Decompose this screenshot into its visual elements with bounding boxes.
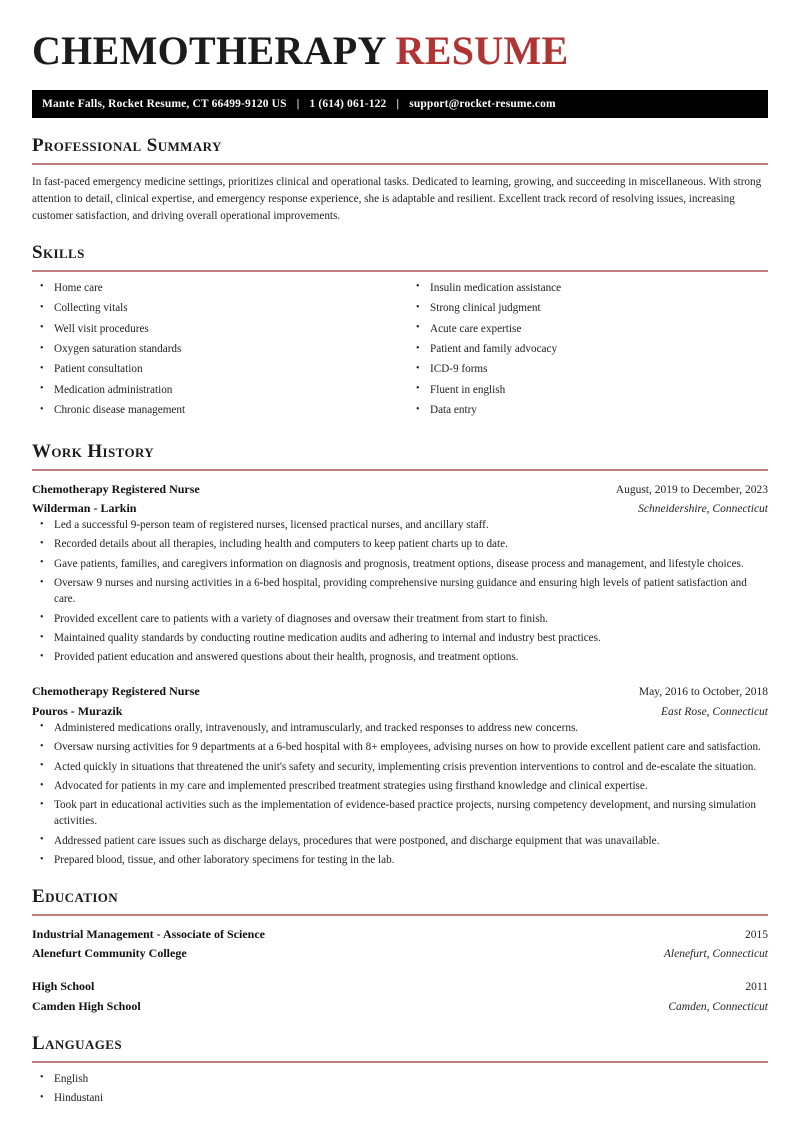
list-item: • Data entry [408, 403, 768, 419]
list-item: • Took part in educational activities such as the implementation of evidence-based practice projects, nursing competency development, and nursing simulation activities. [32, 798, 768, 830]
section-rule-summary [32, 163, 768, 165]
section-rule-education [32, 914, 768, 916]
list-item: • Insulin medication assistance [408, 281, 768, 297]
list-item: • Provided excellent care to patients with a variety of diagnoses and oversaw their treatment from start to finish. [32, 612, 768, 628]
list-item: • Well visit procedures [32, 322, 400, 338]
list-item: • Collecting vitals [32, 301, 400, 317]
list-item: • Oversaw 9 nurses and nursing activities in a 6-bed hospital, providing comprehensive nursing guidance and ensuring high levels of patient satisfaction and care. [32, 576, 768, 608]
education-school: Camden High School [32, 998, 141, 1013]
education-location: Camden, Connecticut [668, 1000, 768, 1013]
list-item: • Patient and family advocacy [408, 342, 768, 358]
list-item: • Acute care expertise [408, 322, 768, 338]
list-item: • Medication administration [32, 383, 400, 399]
languages-list [32, 1072, 768, 1107]
resume-title [32, 30, 768, 72]
job-responsibilities-list [32, 721, 768, 869]
job-title: Chemotherapy Registered Nurse [32, 481, 200, 496]
job-title: Chemotherapy Registered Nurse [32, 684, 200, 699]
contact-address: Mante Falls, Rocket Resume, CT 66499-9120 US [42, 98, 287, 110]
section-languages [32, 1034, 768, 1107]
list-item: • Strong clinical judgment [408, 301, 768, 317]
job-location: East Rose, Connecticut [661, 705, 768, 718]
section-education [32, 887, 768, 1016]
job-company: Wilderman - Larkin [32, 500, 137, 515]
education-entry [32, 925, 768, 964]
list-item: • Recorded details about all therapies, including health and computers to keep patient charts up to date. [32, 537, 768, 553]
job-location: Schneidershire, Connecticut [638, 502, 768, 515]
section-rule-work-history [32, 469, 768, 471]
section-professional-summary [32, 136, 768, 225]
education-degree-row [32, 977, 768, 996]
skills-list-right [408, 281, 768, 419]
resume-title-accent: RESUME [395, 28, 569, 73]
section-heading-work-history: Work History [32, 440, 155, 462]
education-entry [32, 977, 768, 1016]
section-rule-languages [32, 1061, 768, 1063]
list-item: • Acted quickly in situations that threatened the unit's safety and security, implementing crisis prevention interventions to control and de-escalate the situation. [32, 760, 768, 776]
job-company: Pouros - Murazik [32, 703, 123, 718]
contact-bar [32, 90, 768, 118]
list-item: • ICD-9 forms [408, 362, 768, 378]
contact-separator-2: | [396, 98, 400, 110]
education-degree: Industrial Management - Associate of Science [32, 926, 265, 941]
education-school-row [32, 997, 768, 1016]
skills-list-left [32, 281, 400, 419]
section-skills [32, 243, 768, 424]
list-item: • Maintained quality standards by conducting routine medication audits and adhering to internal and industry best practices. [32, 631, 768, 647]
education-location: Alenefurt, Connecticut [663, 948, 768, 961]
job-responsibilities-list [32, 518, 768, 666]
job-dates: May, 2016 to October, 2018 [638, 686, 768, 699]
list-item: • Prepared blood, tissue, and other laboratory specimens for testing in the lab. [32, 853, 768, 869]
list-item: • Led a successful 9-person team of registered nurses, licensed practical nurses, and ancillary staff. [32, 518, 768, 534]
list-item: • Chronic disease management [32, 403, 400, 419]
education-school-row [32, 944, 768, 963]
section-heading-education: Education [32, 886, 119, 908]
education-degree: High School [32, 979, 95, 994]
job-title-row [32, 480, 768, 499]
list-item: • Provided patient education and answered questions about their health, prognosis, and treatment options. [32, 650, 768, 666]
list-item: • English [32, 1072, 768, 1088]
education-school: Alenefurt Community College [32, 946, 187, 961]
section-work-history [32, 442, 768, 869]
education-year: 2011 [745, 981, 768, 994]
list-item: • Patient consultation [32, 362, 400, 378]
skills-column-right [400, 281, 768, 424]
contact-phone: 1 (614) 061-122 [309, 98, 387, 110]
contact-email: support@rocket-resume.com [409, 98, 556, 110]
skills-column-left [32, 281, 400, 424]
contact-separator-1: | [296, 98, 300, 110]
resume-title-primary: CHEMOTHERAPY [32, 28, 386, 73]
list-item: • Gave patients, families, and caregivers information on diagnosis and prognosis, treatment options, disease process and management, and lifestyle choices. [32, 557, 768, 573]
job-title-row [32, 682, 768, 701]
list-item: • Oxygen saturation standards [32, 342, 400, 358]
section-heading-skills: Skills [32, 241, 85, 263]
summary-text: In fast-paced emergency medicine settings, prioritizes clinical and operational tasks. Dedicated to learning, growing, and succeeding in miscellaneous. With strong attention to detail, clinical expertise, and emergency response experience, she is adaptable and resilient. Excellent track record of resolving issues, increasing customer satisfaction, and driving overall operational improvements. [32, 175, 762, 222]
list-item: • Oversaw nursing activities for 9 departments at a 6-bed hospital with 8+ employees, advising nurses on how to provide excellent patient care and satisfaction. [32, 740, 768, 756]
job-dates: August, 2019 to December, 2023 [615, 483, 768, 496]
job-company-row [32, 702, 768, 721]
list-item: • Hindustani [32, 1091, 768, 1107]
job-company-row [32, 499, 768, 518]
list-item: • Addressed patient care issues such as discharge delays, procedures that were postponed, and discharge equipment that was unavailable. [32, 834, 768, 850]
section-heading-languages: Languages [32, 1032, 122, 1054]
work-history-entry [32, 480, 768, 667]
list-item: • Advocated for patients in my care and implemented prescribed treatment strategies using firsthand knowledge and clinical expertise. [32, 779, 768, 795]
section-heading-summary: Professional Summary [32, 135, 222, 156]
list-item: • Fluent in english [408, 383, 768, 399]
work-history-entry [32, 682, 768, 869]
education-degree-row [32, 925, 768, 944]
skills-grid [32, 281, 768, 424]
list-item: • Home care [32, 281, 400, 297]
section-rule-skills [32, 270, 768, 272]
list-item: • Administered medications orally, intravenously, and intramuscularly, and tracked responses to address new concerns. [32, 721, 768, 737]
education-year: 2015 [745, 928, 768, 941]
